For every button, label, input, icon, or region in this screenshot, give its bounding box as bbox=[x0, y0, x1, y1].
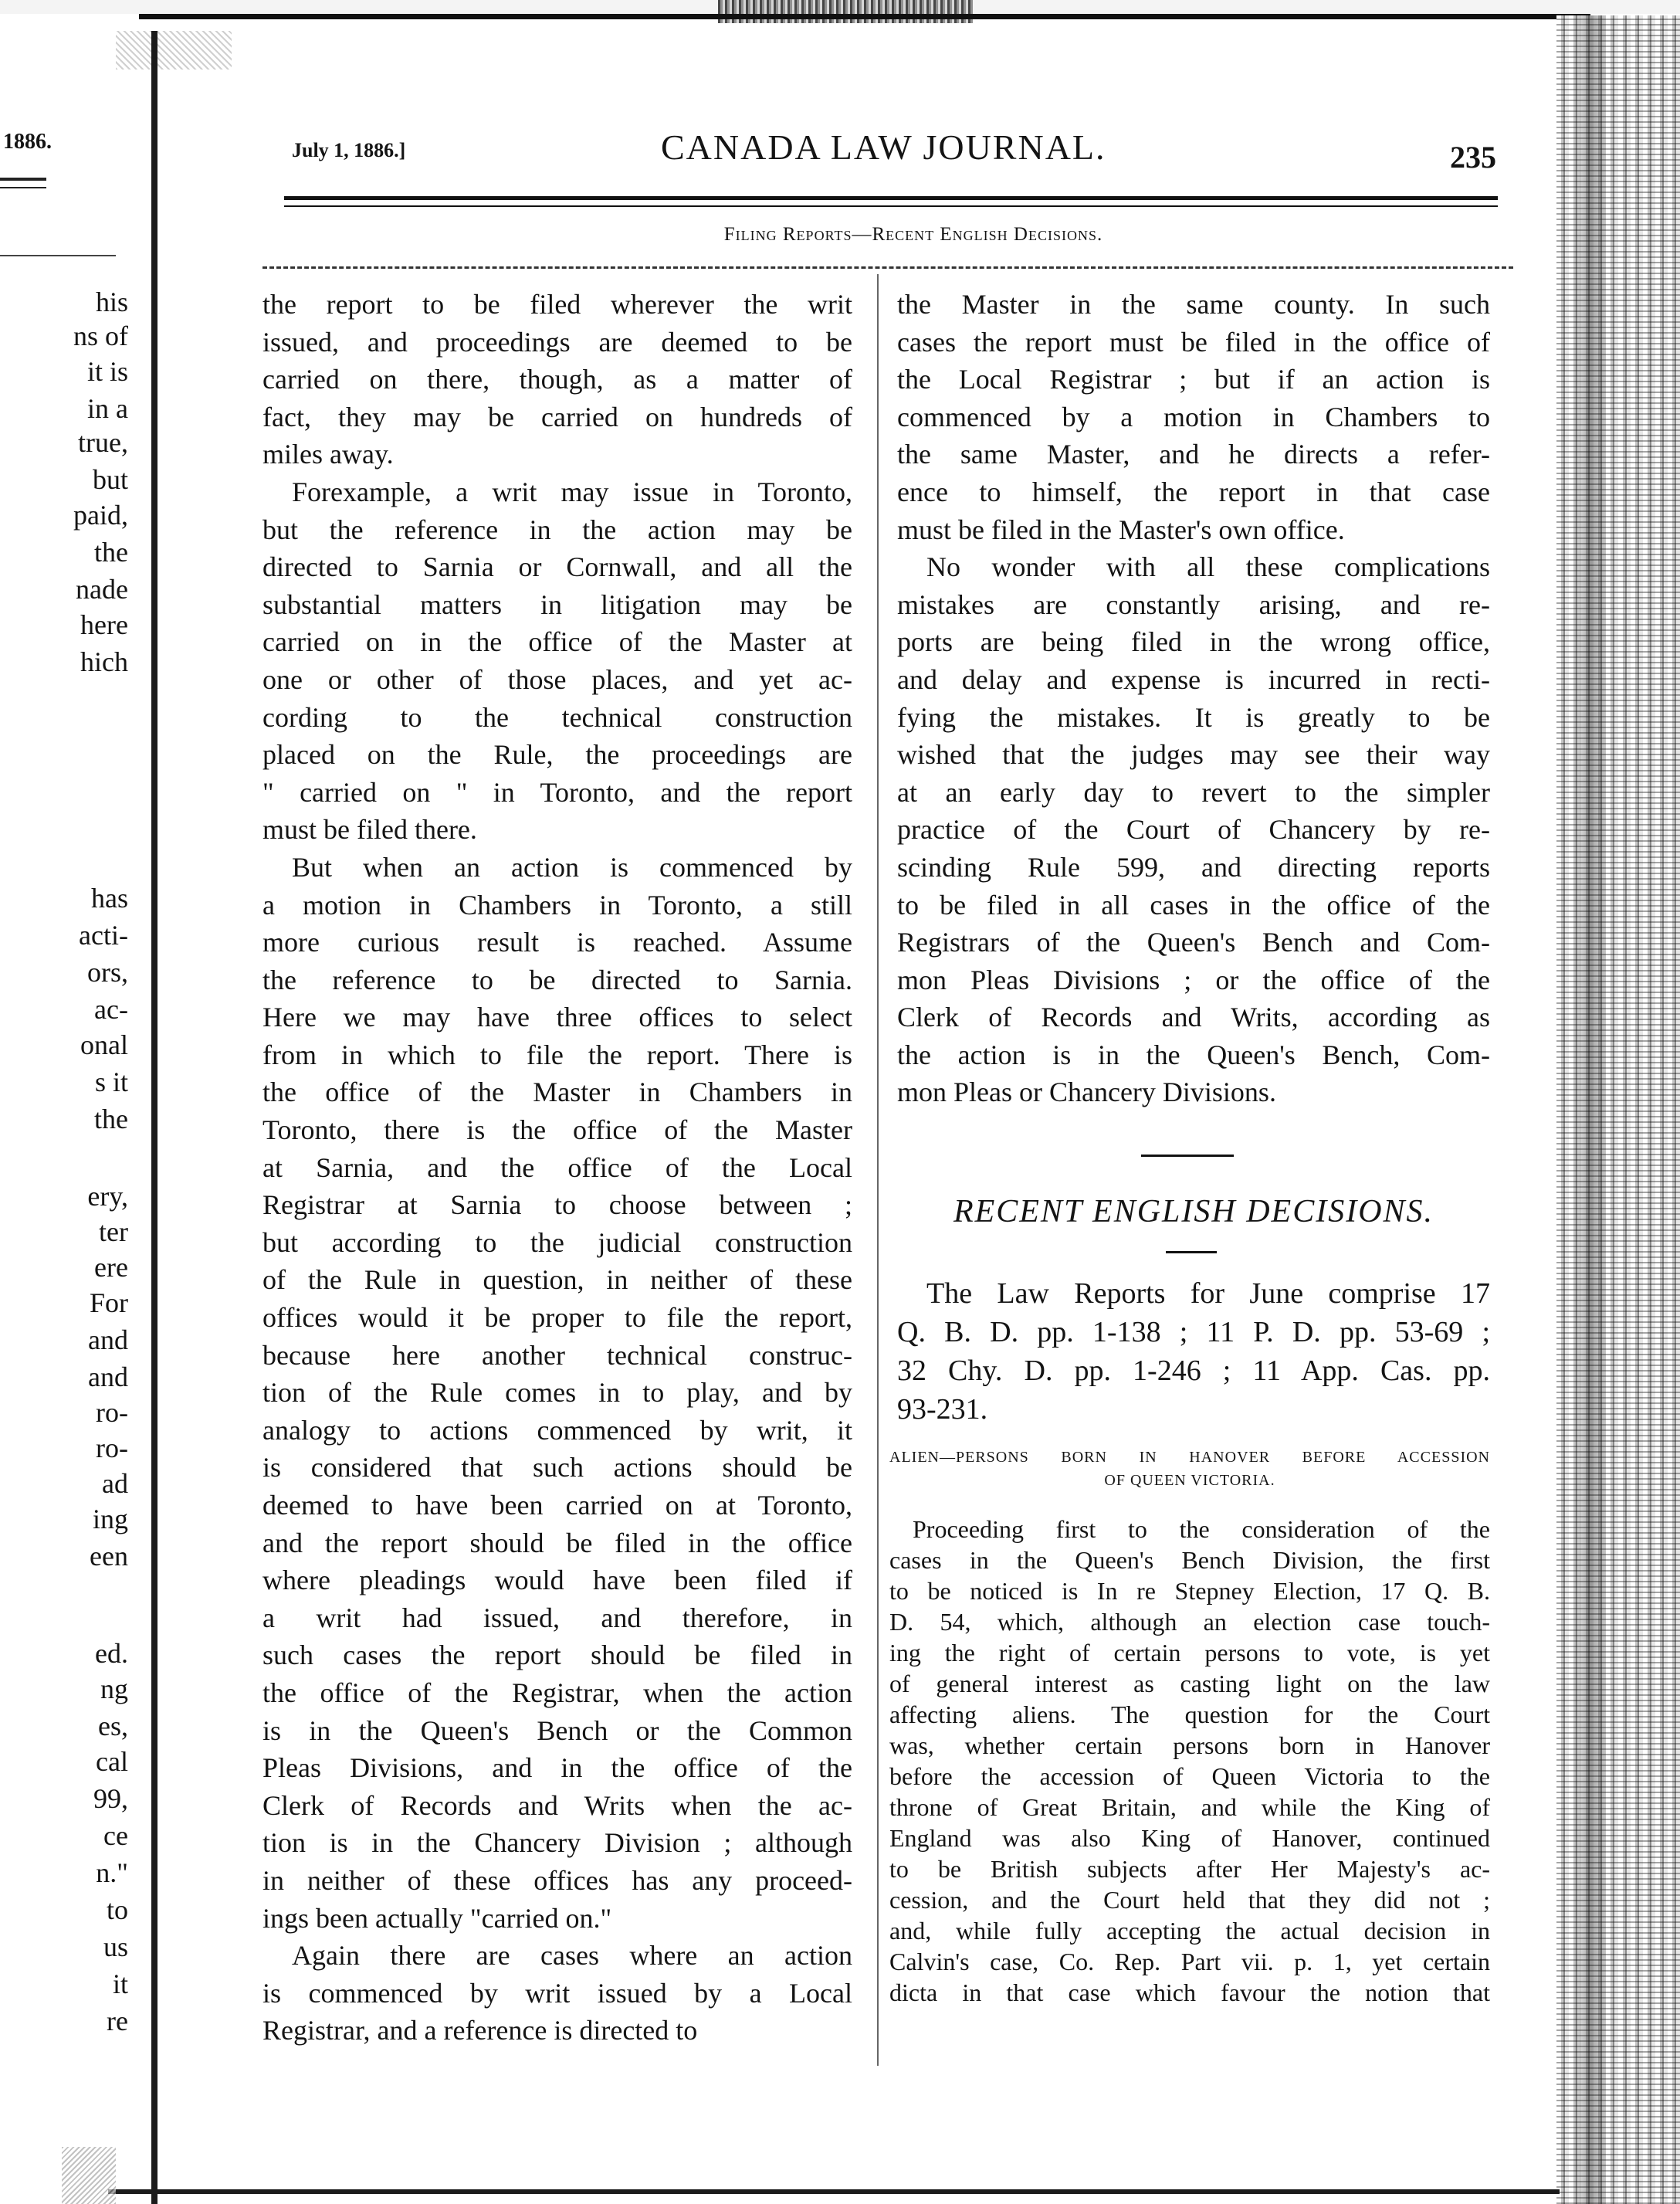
text-line: at Sarnia, and the office of the Local bbox=[262, 1151, 852, 1183]
text-line: but according to the judicial construction bbox=[262, 1226, 852, 1258]
text-line: tion of the Rule comes in to play, and by bbox=[262, 1377, 852, 1409]
text-line: The Law Reports for June comprise 17 bbox=[926, 1277, 1490, 1310]
text-line: dicta in that case which favour the notion that bbox=[889, 1979, 1490, 2006]
previous-page-line: ing bbox=[92, 1504, 128, 1534]
previous-page-line: ro- bbox=[96, 1433, 128, 1463]
text-line: at an early day to revert to the simpler bbox=[897, 776, 1490, 808]
previous-page-line: ac- bbox=[94, 994, 128, 1025]
paragraph bbox=[262, 286, 852, 473]
text-line: ing the right of certain persons to vote, is yet bbox=[889, 1639, 1490, 1667]
decision-text bbox=[889, 1514, 1490, 2008]
text-line: the office of the Master in Chambers in bbox=[262, 1077, 852, 1108]
text-line: mistakes are constantly arising, and re- bbox=[897, 588, 1490, 620]
previous-page-line: and bbox=[88, 1324, 128, 1355]
text-line: such cases the report should be filed in bbox=[262, 1639, 852, 1671]
text-line: directed to Sarnia or Cornwall, and all the bbox=[262, 551, 852, 583]
previous-page-line: has bbox=[91, 883, 128, 914]
text-line: and delay and expense is incurred in recti- bbox=[897, 663, 1490, 695]
page-number: 235 bbox=[1450, 140, 1496, 175]
text-line: Again there are cases where an action bbox=[292, 1940, 852, 1972]
text-line: is considered that such actions should be bbox=[262, 1452, 852, 1483]
text-line: of the Rule in question, in neither of these bbox=[262, 1264, 852, 1296]
previous-page-line: us bbox=[103, 1931, 128, 1962]
issue-date: July 1, 1886.] bbox=[292, 139, 406, 161]
previous-page-line: and bbox=[88, 1361, 128, 1392]
section-heading: RECENT ENGLISH DECISIONS. bbox=[953, 1194, 1434, 1229]
text-line: fact, they may be carried on hundreds of bbox=[262, 401, 852, 432]
text-line: the same Master, and he directs a refer- bbox=[897, 439, 1490, 470]
previous-page-line: ng bbox=[100, 1673, 128, 1704]
text-line: the report to be filed wherever the writ bbox=[262, 289, 852, 320]
text-line: where pleadings would have been filed if bbox=[262, 1565, 852, 1596]
text-line: carried on in the office of the Master at bbox=[262, 626, 852, 658]
paragraph bbox=[262, 849, 852, 1937]
text-line: analogy to actions commenced by writ, it bbox=[262, 1414, 852, 1446]
text-line: because here another technical construc- bbox=[262, 1339, 852, 1371]
text-line: Toronto, there is the office of the Master bbox=[262, 1114, 852, 1146]
previous-page-line: true, bbox=[78, 427, 128, 458]
previous-page-line: his bbox=[95, 287, 128, 317]
previous-page-line: the bbox=[94, 1104, 128, 1134]
text-line: But when an action is commenced by bbox=[292, 851, 852, 883]
text-line: Pleas Divisions, and in the office of the bbox=[262, 1752, 852, 1784]
previous-page-line: it is bbox=[86, 356, 128, 387]
text-line: the Master in the same county. In such bbox=[897, 289, 1490, 320]
previous-page-line: ery, bbox=[87, 1181, 128, 1212]
text-line: throne of Great Britain, and while the King of bbox=[889, 1793, 1490, 1821]
previous-page-line: ro- bbox=[96, 1397, 128, 1428]
text-line: D. 54, which, although an election case touch- bbox=[889, 1608, 1490, 1636]
previous-page-line: the bbox=[94, 537, 128, 568]
text-line: the Local Registrar ; but if an action is bbox=[897, 364, 1490, 395]
text-line: Here we may have three offices to select bbox=[262, 1002, 852, 1033]
previous-page-line: paid, bbox=[73, 500, 128, 531]
ornament-rule bbox=[1166, 1251, 1217, 1253]
previous-page-line: in a bbox=[87, 393, 128, 424]
previous-page-line: For bbox=[89, 1287, 128, 1318]
text-line: cases the report must be filed in the office of bbox=[897, 326, 1490, 358]
text-line: a motion in Chambers in Toronto, a still bbox=[262, 889, 852, 921]
previous-page-line: es, bbox=[98, 1711, 128, 1741]
previous-page-line: ter bbox=[99, 1216, 128, 1247]
ornament-rule bbox=[1141, 1155, 1234, 1157]
text-line: but the reference in the action may be bbox=[262, 514, 852, 545]
scan-top-border bbox=[139, 14, 1590, 19]
text-line: to be noticed is In re Stepney Election, 17 Q. B. bbox=[889, 1577, 1490, 1605]
text-line: more curious result is reached. Assume bbox=[262, 927, 852, 958]
text-line: cording to the technical construction bbox=[262, 701, 852, 733]
law-reports-paragraph bbox=[897, 1274, 1490, 1429]
previous-page-line: ad bbox=[102, 1468, 128, 1499]
previous-page-rule bbox=[0, 255, 116, 256]
text-line: mon Pleas Divisions ; or the office of the bbox=[897, 964, 1490, 995]
text-line: wished that the judges may see their way bbox=[897, 739, 1490, 771]
header-rule bbox=[284, 205, 1498, 207]
text-line: tion is in the Chancery Division ; although bbox=[262, 1827, 852, 1859]
text-line: fying the mistakes. It is greatly to be bbox=[897, 701, 1490, 733]
topic-heading-line: ALIEN—PERSONS BORN IN HANOVER BEFORE ACCESSION bbox=[889, 1449, 1490, 1466]
section-caption bbox=[0, 224, 1680, 246]
text-line: scinding Rule 599, and directing reports bbox=[897, 851, 1490, 883]
text-line: the action is in the Queen's Bench, Com- bbox=[897, 1039, 1490, 1070]
previous-page-line: acti- bbox=[79, 920, 128, 951]
text-line: is commenced by writ issued by a Local bbox=[262, 1977, 852, 2009]
previous-page-rule bbox=[0, 178, 46, 181]
previous-page-line: 99, bbox=[93, 1783, 128, 1814]
previous-page-line: s it bbox=[94, 1066, 128, 1097]
text-line: Clerk of Records and Writs when the ac- bbox=[262, 1789, 852, 1821]
text-line: to be British subjects after Her Majesty's ac- bbox=[889, 1855, 1490, 1883]
text-line: the office of the Registrar, when the action bbox=[262, 1677, 852, 1708]
previous-page-line: hich bbox=[80, 646, 128, 677]
text-line: deemed to have been carried on at Toronto, bbox=[262, 1490, 852, 1521]
text-line: Q. B. D. pp. 1-138 ; 11 P. D. pp. 53-69 ; bbox=[897, 1316, 1490, 1348]
previous-page-line: it bbox=[112, 1968, 128, 1999]
text-line: Registrars of the Queen's Bench and Com- bbox=[897, 927, 1490, 958]
text-line: before the accession of Queen Victoria to the bbox=[889, 1762, 1490, 1790]
previous-page-line: to bbox=[106, 1894, 128, 1925]
paragraph bbox=[262, 473, 852, 849]
text-line: a writ had issued, and therefore, in bbox=[262, 1602, 852, 1633]
binding-shadow bbox=[1575, 15, 1606, 2204]
scan-bottom-border bbox=[108, 2189, 1560, 2194]
previous-page-line: onal bbox=[80, 1029, 128, 1060]
text-line: Registrar, and a reference is directed to bbox=[262, 2015, 698, 2046]
text-line: must be filed in the Master's own office. bbox=[897, 514, 1345, 545]
previous-page-line: re bbox=[107, 2006, 128, 2036]
text-line: in neither of these offices has any proceed- bbox=[262, 1864, 852, 1896]
text-line: to be filed in all cases in the office of the bbox=[897, 889, 1490, 921]
text-line: substantial matters in litigation may be bbox=[262, 588, 852, 620]
caption-rule bbox=[262, 266, 1513, 269]
previous-page-line: ed. bbox=[95, 1638, 128, 1669]
previous-page-line: ce bbox=[103, 1820, 128, 1851]
text-line: must be filed there. bbox=[262, 814, 477, 846]
page-left-edge bbox=[151, 31, 158, 2204]
text-line: cession, and the Court held that they did not ; bbox=[889, 1886, 1490, 1914]
text-line: cases in the Queen's Bench Division, the first bbox=[889, 1546, 1490, 1574]
text-line: miles away. bbox=[262, 439, 394, 470]
previous-page-line: but bbox=[92, 464, 128, 495]
scan-smudge bbox=[718, 0, 973, 23]
right-column bbox=[897, 286, 1490, 1111]
text-line: of general interest as casting light on the law bbox=[889, 1670, 1490, 1697]
text-line: from in which to file the report. There is bbox=[262, 1039, 852, 1070]
text-line: Calvin's case, Co. Rep. Part vii. p. 1, yet certain bbox=[889, 1948, 1490, 1975]
text-line: Proceeding first to the consideration of the bbox=[913, 1515, 1490, 1543]
previous-page-line: een bbox=[90, 1541, 128, 1572]
previous-page-line: ns of bbox=[73, 320, 128, 351]
previous-page-line: cal bbox=[96, 1746, 128, 1777]
text-line: No wonder with all these complications bbox=[926, 551, 1490, 583]
text-line: the reference to be directed to Sarnia. bbox=[262, 964, 852, 995]
text-line: commenced by a motion in Chambers to bbox=[897, 401, 1490, 432]
text-line: 93-231. bbox=[897, 1393, 988, 1426]
text-line: ports are being filed in the wrong office, bbox=[897, 626, 1490, 658]
previous-page-year: 1886. bbox=[3, 130, 52, 154]
left-column bbox=[262, 286, 852, 2050]
text-line: is in the Queen's Bench or the Common bbox=[262, 1714, 852, 1746]
topic-heading-line: OF QUEEN VICTORIA. bbox=[1104, 1472, 1275, 1489]
previous-page-fragment bbox=[0, 0, 151, 2204]
text-line: ings been actually "carried on." bbox=[262, 1902, 612, 1934]
paragraph bbox=[897, 548, 1490, 1111]
text-line: mon Pleas or Chancery Divisions. bbox=[897, 1077, 1276, 1108]
text-line: 32 Chy. D. pp. 1-246 ; 11 App. Cas. pp. bbox=[897, 1355, 1490, 1387]
journal-title: CANADA LAW JOURNAL. bbox=[661, 127, 1106, 167]
text-line: was, whether certain persons born in Hanover bbox=[889, 1731, 1490, 1759]
previous-page-line: n." bbox=[96, 1857, 128, 1888]
text-line: offices would it be proper to file the report, bbox=[262, 1302, 852, 1334]
previous-page-rule bbox=[0, 187, 46, 188]
paragraph bbox=[897, 286, 1490, 548]
text-line: placed on the Rule, the proceedings are bbox=[262, 739, 852, 771]
text-line: issued, and proceedings are deemed to be bbox=[262, 326, 852, 358]
header-rule bbox=[284, 196, 1498, 200]
text-line: " carried on " in Toronto, and the report bbox=[262, 776, 852, 808]
previous-page-line: ere bbox=[94, 1252, 128, 1283]
text-line: and, while fully accepting the actual decision in bbox=[889, 1917, 1490, 1945]
column-divider bbox=[877, 274, 879, 2066]
previous-page-line: ors, bbox=[87, 957, 128, 988]
previous-page-line: here bbox=[80, 609, 128, 640]
text-line: Clerk of Records and Writs, according as bbox=[897, 1002, 1490, 1033]
text-line: carried on there, though, as a matter of bbox=[262, 364, 852, 395]
paragraph bbox=[262, 1937, 852, 2050]
topic-heading bbox=[889, 1446, 1490, 1492]
text-line: ence to himself, the report in that case bbox=[897, 476, 1490, 507]
text-line: Registrar at Sarnia to choose between ; bbox=[262, 1189, 852, 1221]
text-line: one or other of those places, and yet ac- bbox=[262, 663, 852, 695]
text-line: England was also King of Hanover, continued bbox=[889, 1824, 1490, 1852]
text-line: and the report should be filed in the office bbox=[262, 1527, 852, 1558]
text-line: affecting aliens. The question for the Court bbox=[889, 1700, 1490, 1728]
previous-page-line: nade bbox=[76, 574, 128, 605]
text-line: practice of the Court of Chancery by re- bbox=[897, 814, 1490, 846]
text-line: Forexample, a writ may issue in Toronto, bbox=[292, 476, 852, 507]
section-caption-text: Filing Reports—Recent English Decisions. bbox=[723, 224, 1103, 245]
